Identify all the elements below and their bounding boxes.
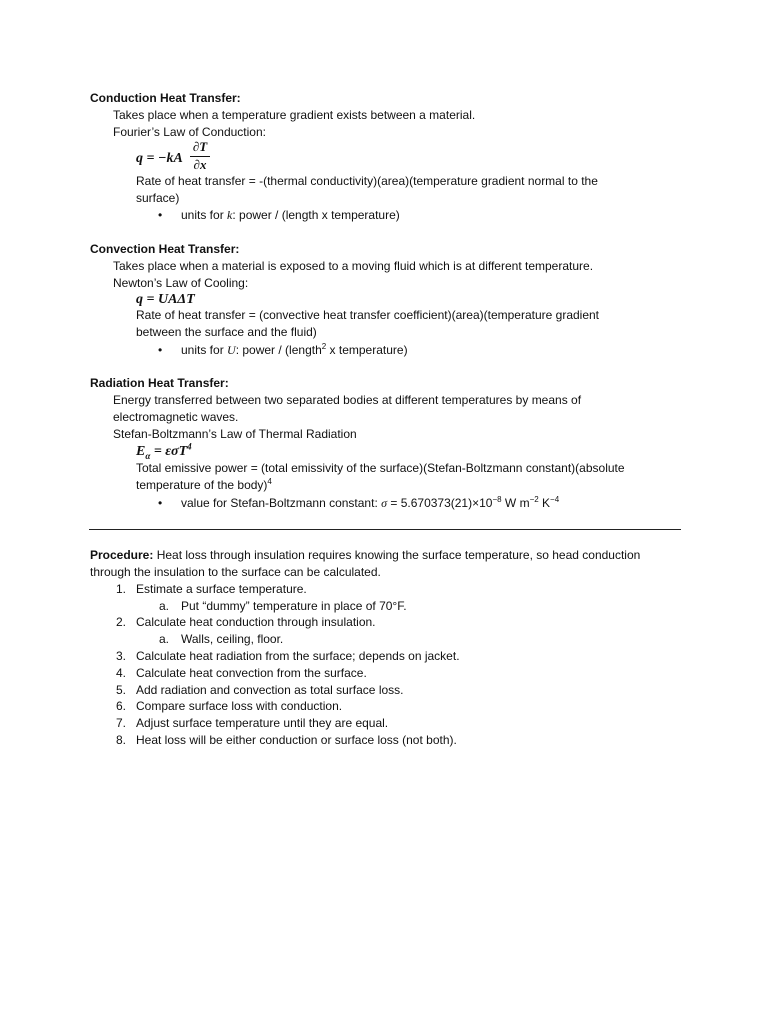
fourier-equation-numerator: ∂T — [192, 139, 208, 154]
equation-base: E — [136, 444, 146, 459]
bullet-icon: • — [158, 496, 163, 510]
value-variable: σ — [381, 496, 388, 510]
value-number: = 5.670373(21)×10 — [387, 496, 493, 510]
units-middle: : power / (length — [235, 343, 322, 357]
total-line-text: temperature of the body) — [136, 478, 268, 492]
convection-rate-line-1: Rate of heat transfer = (convective heat transfer coefficient)(area)(temperature gradient — [136, 308, 600, 322]
list-item: Calculate heat conduction through insulation. — [136, 615, 376, 629]
stefan-boltzmann-law-title: Stefan-Boltzmann’s Law of Thermal Radiation — [113, 427, 357, 441]
list-subitem: Put “dummy” temperature in place of 70°F. — [181, 599, 407, 613]
radiation-description-line-1: Energy transferred between two separated bodies at different temperatures by means of — [113, 393, 582, 407]
newton-equation: q = UAΔT — [136, 292, 195, 307]
newton-law-title: Newton’s Law of Cooling: — [113, 276, 249, 290]
list-subitem: Walls, ceiling, floor. — [181, 632, 284, 646]
radiation-total-line-2 — [136, 478, 272, 493]
procedure-label: Procedure: — [90, 548, 154, 562]
units-exponent: 2 — [321, 342, 327, 351]
fourier-equation-denominator: ∂x — [193, 157, 207, 172]
list-item: Add radiation and convection as total surface loss. — [136, 683, 404, 697]
convection-description: Takes place when a material is exposed to a moving fluid which is at different temperature. — [113, 259, 594, 273]
section-divider — [89, 529, 681, 530]
list-item: Heat loss will be either conduction or surface loss (not both). — [136, 733, 457, 747]
convection-units — [181, 343, 408, 358]
list-subitem-letter: a. — [159, 632, 170, 646]
units-variable: U — [227, 343, 236, 357]
list-item: Estimate a surface temperature. — [136, 582, 307, 596]
list-item-number: 8. — [116, 733, 127, 747]
list-subitem-letter: a. — [159, 599, 170, 613]
value-unit-1: W m — [501, 496, 530, 510]
value-unit-2: K — [538, 496, 551, 510]
list-item: Calculate heat convection from the surface. — [136, 666, 367, 680]
units-suffix: : power / (length x temperature) — [232, 208, 400, 222]
list-item: Adjust surface temperature until they are equal. — [136, 716, 389, 730]
units-prefix: units for — [181, 343, 228, 357]
equation-exponent: 4 — [187, 441, 192, 452]
value-exponent-3: −4 — [550, 495, 560, 504]
conduction-rate-line-1: Rate of heat transfer = -(thermal conductivity)(area)(temperature gradient normal to the — [136, 174, 598, 188]
fourier-equation-lhs: q = −kA — [136, 151, 183, 166]
list-item-number: 5. — [116, 683, 127, 697]
convection-rate-line-2: between the surface and the fluid) — [136, 325, 317, 339]
bullet-icon: • — [158, 343, 163, 357]
procedure-intro-line-2: through the insulation to the surface can be calculated. — [90, 565, 381, 579]
total-line-exponent: 4 — [267, 477, 272, 486]
value-prefix: value for Stefan-Boltzmann constant: — [181, 496, 382, 510]
bullet-icon: • — [158, 208, 163, 222]
conduction-rate-line-2: surface) — [136, 191, 180, 205]
list-item-number: 6. — [116, 699, 127, 713]
list-item-number: 1. — [116, 582, 127, 596]
conduction-heading: Conduction Heat Transfer: — [90, 91, 241, 105]
units-suffix: x temperature) — [326, 343, 408, 357]
radiation-total-line-1: Total emissive power = (total emissivity of the surface)(Stefan-Boltzmann constant)(absolute — [136, 461, 625, 475]
stefan-boltzmann-constant-value — [181, 496, 559, 511]
list-item: Calculate heat radiation from the surface; depends on jacket. — [136, 649, 460, 663]
radiation-heading: Radiation Heat Transfer: — [90, 376, 229, 390]
value-exponent-2: −2 — [529, 495, 539, 504]
conduction-description: Takes place when a temperature gradient exists between a material. — [113, 108, 476, 122]
conduction-units — [181, 208, 400, 223]
radiation-description-line-2: electromagnetic waves. — [113, 410, 239, 424]
list-item-number: 4. — [116, 666, 127, 680]
procedure-intro-line-1 — [90, 548, 640, 563]
procedure-text: Heat loss through insulation requires knowing the surface temperature, so head conduction — [153, 548, 641, 562]
value-exponent: −8 — [492, 495, 502, 504]
equation-body: = εσT — [150, 444, 188, 459]
equation-subscript: α — [145, 450, 151, 461]
list-item-number: 2. — [116, 615, 127, 629]
units-variable: k — [227, 208, 233, 222]
list-item-number: 3. — [116, 649, 127, 663]
fourier-law-title: Fourier’s Law of Conduction: — [113, 125, 266, 139]
units-prefix: units for — [181, 208, 228, 222]
list-item-number: 7. — [116, 716, 127, 730]
convection-heading: Convection Heat Transfer: — [90, 242, 240, 256]
list-item: Compare surface loss with conduction. — [136, 699, 343, 713]
